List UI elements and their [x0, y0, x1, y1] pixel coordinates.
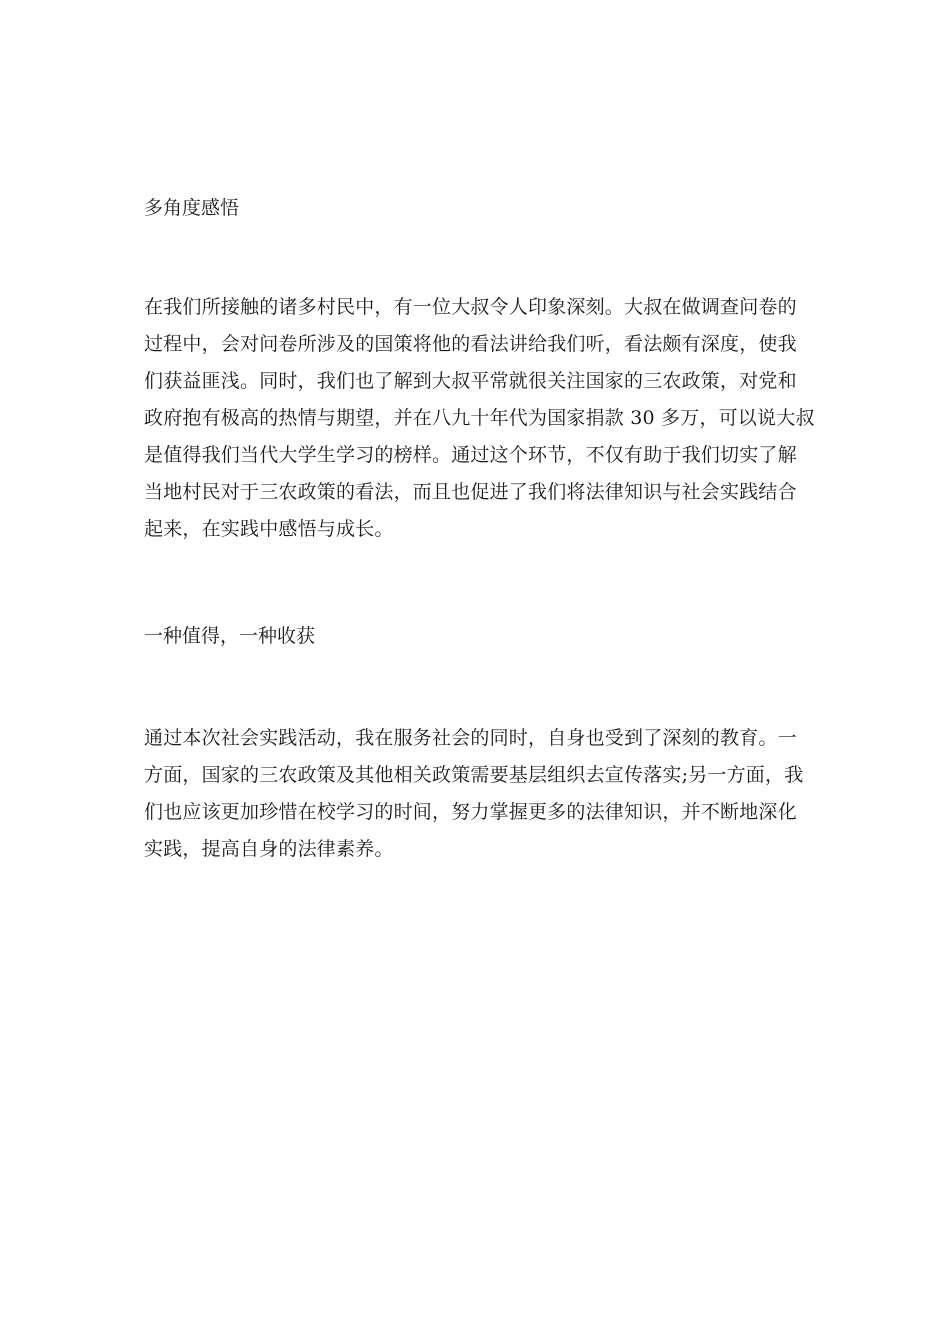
paragraph-line: 当地村民对于三农政策的看法，而且也促进了我们将法律知识与社会实践结合 — [144, 481, 797, 503]
section-paragraph-villager-story — [144, 289, 815, 548]
paragraph-line: 们获益匪浅。同时，我们也了解到大叔平常就很关注国家的三农政策，对党和 — [144, 370, 797, 392]
paragraph-line: 是值得我们当代大学生学习的榜样。通过这个环节，不仅有助于我们切实了解 — [144, 444, 797, 466]
section-paragraph-practice-reflection — [144, 720, 806, 868]
section-heading-multi-angle-insight: 多角度感悟 — [144, 197, 240, 219]
paragraph-line: 通过本次社会实践活动，我在服务社会的同时，自身也受到了深刻的教育。一 — [144, 727, 797, 749]
section-heading-value-and-harvest: 一种值得，一种收获 — [144, 625, 316, 647]
paragraph-line: 起来，在实践中感悟与成长。 — [144, 518, 394, 540]
paragraph-line: 在我们所接触的诸多村民中，有一位大叔令人印象深刻。大叔在做调查问卷的 — [144, 296, 797, 318]
paragraph-line: 方面，国家的三农政策及其他相关政策需要基层组织去宣传落实;另一方面，我 — [144, 764, 804, 786]
paragraph-line: 政府抱有极高的热情与期望，并在八九十年代为国家捐款 30 多万，可以说大叔 — [144, 407, 815, 429]
paragraph-line: 过程中，会对问卷所涉及的国策将他的看法讲给我们听，看法颇有深度，使我 — [144, 333, 797, 355]
paragraph-line: 们也应该更加珍惜在校学习的时间，努力掌握更多的法律知识，并不断地深化 — [144, 801, 797, 823]
paragraph-line: 实践，提高自身的法律素养。 — [144, 838, 394, 860]
